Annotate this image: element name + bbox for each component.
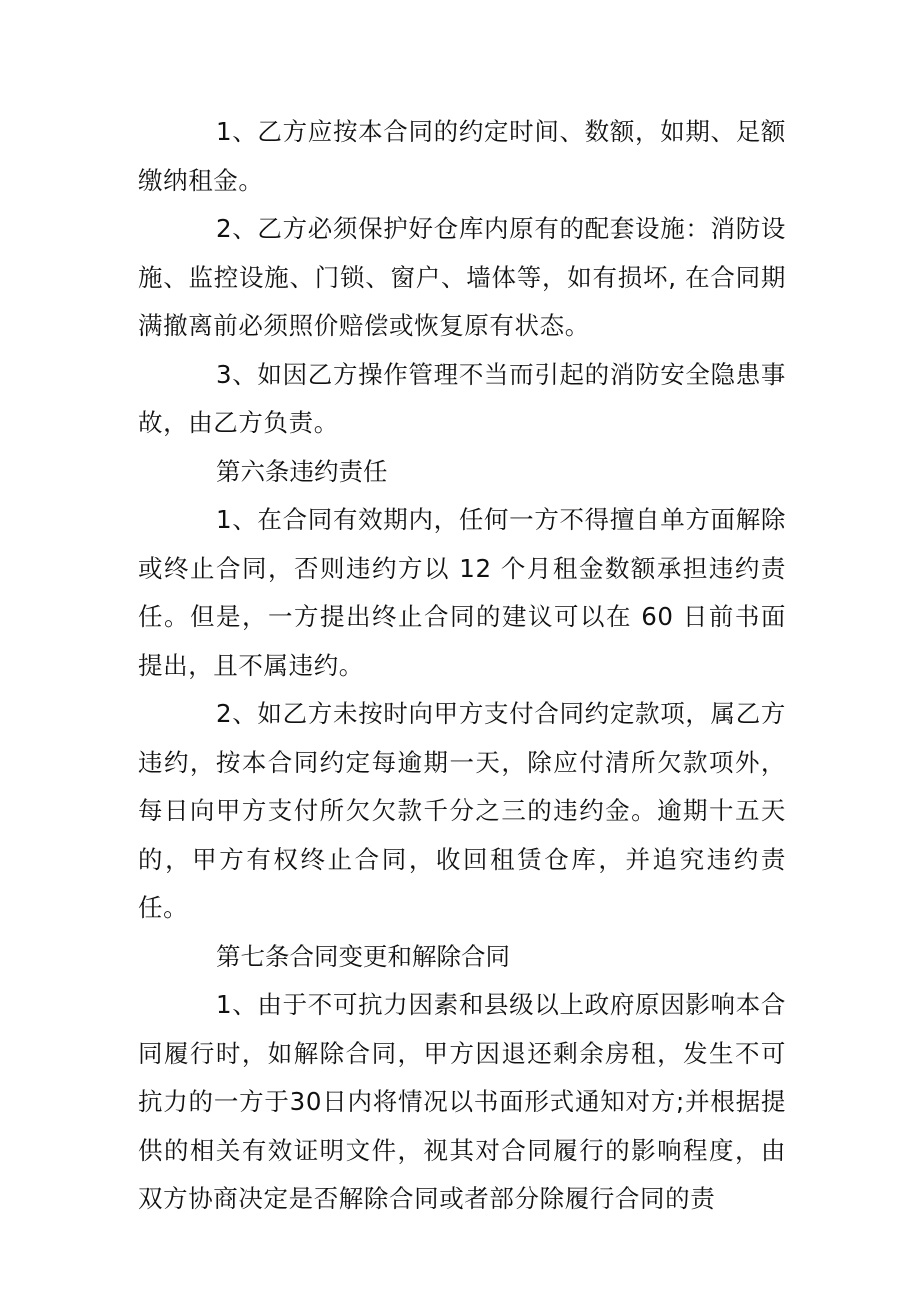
clause-6-item-2: 2、如乙方未按时向甲方支付合同约定款项，属乙方违约，按本合同约定每逾期一天，除应付清所欠款项外，每日向甲方支付所欠欠款千分之三的违约金。逾期十五天的，甲方有权终止合同，收回租赁仓库，并追究违约责任。 <box>138 699 786 922</box>
document-page <box>138 108 786 1224</box>
section-heading-article-7: 第七条合同变更和解除合同 <box>216 941 510 971</box>
clause-6-item-1: 1、在合同有效期内，任何一方不得擅自单方面解除或终止合同，否则违约方以 12 个月租金数额承担违约责任。但是，一方提出终止合同的建议可以在 60 日前书面提出，且不属违约。 <box>138 505 786 680</box>
section-heading-article-6: 第六条违约责任 <box>216 456 388 486</box>
clause-5-item-3: 3、如因乙方操作管理不当而引起的消防安全隐患事故，由乙方负责。 <box>138 359 786 437</box>
clause-5-item-1: 1、乙方应按本合同的约定时间、数额，如期、足额缴纳租金。 <box>138 117 786 195</box>
clause-7-item-1: 1、由于不可抗力因素和县级以上政府原因影响本合同履行时，如解除合同，甲方因退还剩余房租，发生不可抗力的一方于30日内将情况以书面形式通知对方;并根据提供的相关有效证明文件，视其对合同履行的影响程度，由双方协商决定是否解除合同或者部分除履行合同的责 <box>138 990 786 1213</box>
clause-5-item-2: 2、乙方必须保护好仓库内原有的配套设施：消防设施、监控设施、门锁、窗户、墙体等，如有损坏, 在合同期满撤离前必须照价赔偿或恢复原有状态。 <box>138 214 786 340</box>
